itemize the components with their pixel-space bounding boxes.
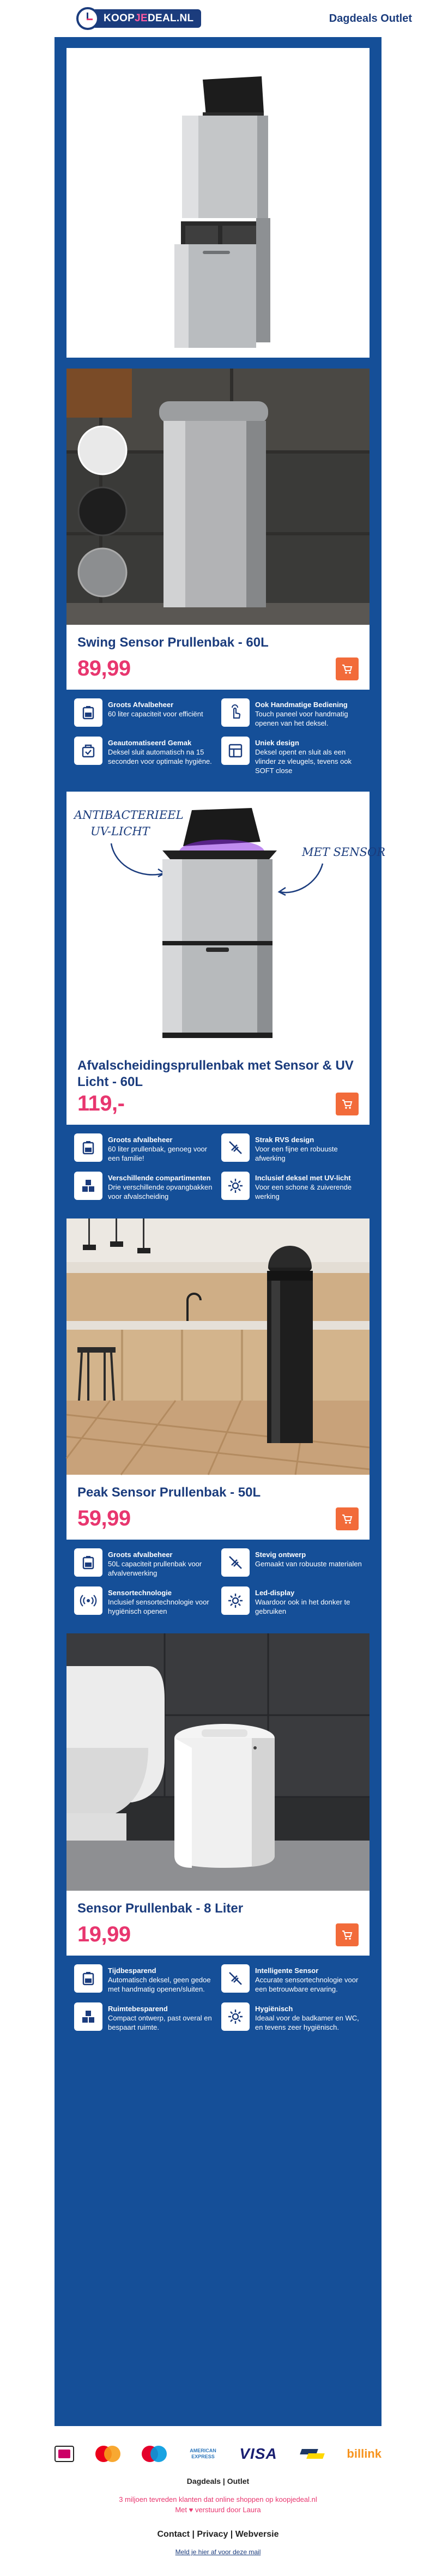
feature-text: Inclusief sensortechnologie voor hygiënisch openen [108,1598,209,1615]
visa-logo: VISA [239,2445,277,2462]
ideal-logo [55,2446,74,2462]
feature-title: Groots afvalbeheer [108,1136,173,1144]
compartments-icon [74,1172,102,1200]
product-card [66,1633,370,2037]
product-photo[interactable] [66,1633,370,1891]
uv-icon [221,1172,250,1200]
feature-title: Ook Handmatige Bediening [255,701,348,709]
feature-title: Uniek design [255,739,299,747]
product-price: 119,- [77,1091,125,1115]
feature-text: 50L capaciteit prullenbak voor afvalverwerking [108,1560,202,1577]
feature-item [221,1133,362,1163]
bancontact-logo [299,2447,326,2461]
clock-icon [74,1964,102,1993]
feature-item [74,698,215,728]
feature-title: Strak RVS design [255,1136,314,1144]
price-row [77,656,359,681]
sensor-icon [74,1586,102,1615]
product-title[interactable]: Sensor Prullenbak - 8 Liter [77,1901,244,1916]
feature-text: Ideaal voor de badkamer en WC, en tevens zeer hygiënisch. [255,2014,359,2031]
price-row [77,1506,359,1531]
feature-title: Tijdbesparend [108,1966,156,1975]
feature-item [221,2002,362,2032]
feature-text: Drie verschillende opvangbakken voor afvalscheiding [108,1183,213,1200]
unsubscribe-link[interactable]: Meld je hier af voor deze mail [175,2548,261,2556]
hero-bin-photo [66,48,370,358]
cart-icon [341,1513,353,1525]
no-rust-icon [221,1133,250,1162]
mastercard-logo [95,2446,120,2462]
light-icon [221,1586,250,1615]
feature-title: Stevig ontwerp [255,1551,306,1559]
footer-line2: Met ♥ verstuurd door Laura [175,2506,261,2514]
feature-text: 60 liter capaciteit voor efficiënt [108,710,203,718]
timer-icon [74,737,102,765]
design-icon [221,737,250,765]
cart-icon [341,663,353,675]
product-info [66,1475,370,1540]
feature-text: Waardoor ook in het donker te gebruiken [255,1598,350,1615]
product-title[interactable]: Peak Sensor Prullenbak - 50L [77,1485,261,1500]
product-title[interactable]: Swing Sensor Prullenbak - 60L [77,635,269,650]
feature-grid [66,690,370,781]
maestro-logo [142,2446,167,2462]
swing-bin-photo [66,369,370,625]
feature-title: Inclusief deksel met UV-licht [255,1174,351,1182]
product-info [66,1048,370,1125]
small-bin-photo [66,1633,370,1891]
uv-bin-photo [66,792,386,1048]
feature-text: 60 liter prullenbak, genoeg voor een familie! [108,1145,208,1162]
product-photo[interactable] [66,1218,370,1475]
add-to-cart-button[interactable] [336,657,359,680]
add-to-cart-button[interactable] [336,1093,359,1115]
product-card [66,792,386,1206]
feature-item [221,1172,362,1201]
feature-item [74,1964,215,1994]
product-card [66,1218,370,1621]
feature-text: Compact ontwerp, past overal en bespaart ruimte. [108,2014,212,2031]
feature-grid [66,1125,370,1206]
footer-line1: 3 miljoen tevreden klanten dat online shoppen op koopjedeal.nl [119,2495,317,2503]
cart-icon [341,1929,353,1941]
payment-methods [55,2441,382,2466]
compartments-icon [74,2002,102,2031]
clock-icon [76,7,99,30]
footer-brand: Dagdeals | Outlet [186,2477,250,2485]
annotation-left-line2: UV-LICHT [90,825,150,838]
billink-logo: billink [347,2447,382,2460]
product-price: 89,99 [77,656,131,680]
feature-text: Voor een fijne en robuuste afwerking [255,1145,338,1162]
no-rust-icon [221,1548,250,1577]
product-price: 59,99 [77,1506,131,1530]
feature-title: Led-display [255,1589,295,1597]
product-info [66,625,370,690]
no-rust-icon [221,1964,250,1993]
amex-logo: AMERICAN EXPRESS [190,2448,216,2459]
feature-title: Groots Afvalbeheer [108,701,174,709]
uv-icon [221,2002,250,2031]
product-photo[interactable] [66,792,386,1048]
feature-item [221,1548,362,1578]
feature-item [221,1586,362,1616]
feature-item [221,698,362,728]
content-frame [55,37,386,2426]
add-to-cart-button[interactable] [336,1507,359,1530]
feature-title: Verschillende compartimenten [108,1174,211,1182]
product-price: 19,99 [77,1922,131,1946]
feature-item [74,737,215,775]
feature-title: Ruimtebesparend [108,2005,168,2013]
hero-image[interactable] [66,48,370,358]
cart-icon [341,1098,353,1110]
battery-icon [74,1133,102,1162]
logo-wordmark: KOOPJEDEAL.NL [95,9,201,28]
price-row [77,1091,359,1116]
feature-text: Deksel sluit automatisch na 15 seconden voor optimale hygiëne. [108,748,212,765]
feature-grid [66,1540,370,1621]
annotation-right: MET SENSOR [302,846,386,859]
product-card [66,369,370,781]
koopjedeal-logo[interactable] [76,7,201,30]
battery-icon [74,698,102,727]
feature-title: Intelligente Sensor [255,1966,319,1975]
feature-grid [66,1956,370,2037]
hand-touch-icon [221,698,250,727]
footer-info [0,2476,436,2515]
feature-item [221,737,362,775]
feature-title: Hygiënisch [255,2005,293,2013]
feature-item [74,2002,215,2032]
product-info [66,1891,370,1956]
feature-text: Accurate sensortechnologie voor een betrouwbare ervaring. [255,1976,359,1993]
feature-item [74,1586,215,1616]
feature-item [74,1548,215,1578]
add-to-cart-button[interactable] [336,1923,359,1946]
battery-icon [74,1548,102,1577]
feature-title: Groots afvalbeheer [108,1551,173,1559]
product-photo[interactable] [66,369,370,625]
feature-title: Geautomatiseerd Gemak [108,739,192,747]
feature-item [74,1133,215,1163]
store-label: Dagdeals Outlet [329,12,412,25]
peak-bin-photo [66,1218,370,1475]
feature-title: Sensortechnologie [108,1589,172,1597]
feature-text: Voor een schone & zuiverende werking [255,1183,352,1200]
feature-item [74,1172,215,1201]
footer-links[interactable]: Contact | Privacy | Webversie [157,2530,279,2539]
price-row [77,1922,359,1947]
feature-text: Touch paneel voor handmatig openen van het deksel. [255,710,348,727]
annotation-left-line1: ANTIBACTERIEEL [74,809,184,822]
feature-text: Automatisch deksel, geen gedoe met handmatig openen/sluiten. [108,1976,211,1993]
feature-item [221,1964,362,1994]
product-title[interactable]: Afvalscheidingsprullenbak met Sensor & UV Licht - 60L [77,1058,354,1089]
feature-text: Gemaakt van robuuste materialen [255,1560,362,1568]
email-header [0,0,436,37]
feature-text: Deksel opent en sluit als een vlinder ze vleugels, tevens ook SOFT close [255,748,352,775]
